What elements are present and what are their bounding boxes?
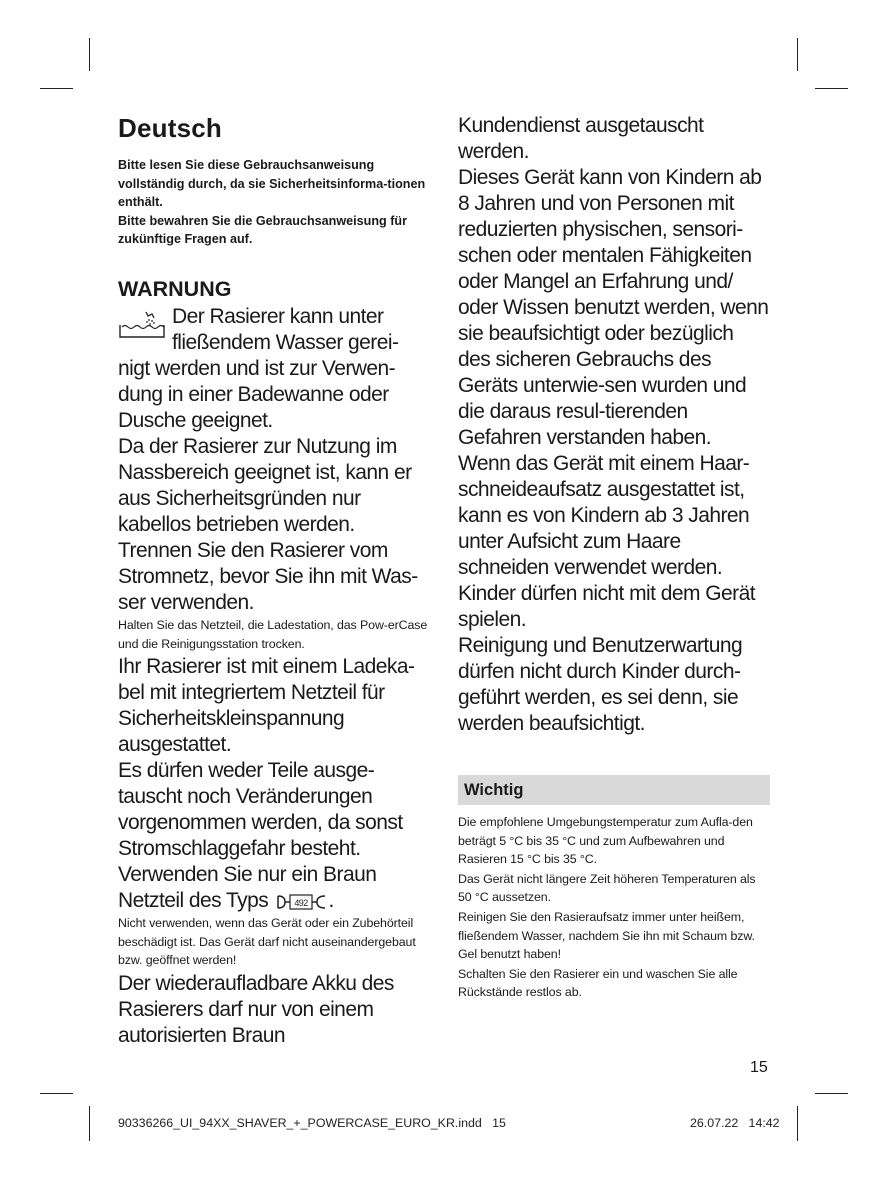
important-heading: Wichtig	[458, 775, 770, 805]
body-text: Trennen Sie den Rasierer vom Stromnetz, bevor Sie ihn mit Was-ser verwenden.	[118, 538, 418, 614]
warning-heading: WARNUNG	[118, 276, 232, 301]
intro-text: Bitte bewahren Sie die Gebrauchsanweisung für zukünftige Fragen auf.	[118, 213, 408, 247]
important-note: Das Gerät nicht längere Zeit höheren Temperaturen als 50 °C aussetzen.	[458, 871, 756, 905]
crop-mark	[40, 1093, 73, 1094]
important-note: Schalten Sie den Rasierer ein und waschen Sie alle Rückstände restlos ab.	[458, 966, 738, 1000]
right-column	[458, 113, 770, 1003]
crop-mark	[815, 88, 848, 89]
body-text: Da der Rasierer zur Nutzung im Nassbereich geeignet ist, kann er aus Sicherheitsgründen nur kabellos betrieben werden.	[118, 434, 412, 536]
body-text: Der wiederaufladbare Akku des Rasierers darf nur von einem autorisierten Braun	[118, 971, 394, 1047]
crop-mark	[89, 38, 90, 71]
running-water-icon	[118, 310, 166, 340]
crop-mark	[797, 1106, 798, 1141]
body-text-part: .	[328, 889, 334, 913]
body-text	[118, 862, 428, 914]
intro-text: Bitte lesen Sie diese Gebrauchsanweisung vollständig durch, da sie Sicherheitsinforma-tionen enthält.	[118, 158, 426, 210]
crop-mark	[797, 38, 798, 71]
crop-mark	[40, 88, 73, 89]
important-note: Reinigen Sie den Rasieraufsatz immer unter heißem, fließendem Wasser, nachdem Sie ihn mit Schaum bzw. Gel benutzt haben!	[458, 909, 755, 962]
left-column	[118, 113, 428, 1049]
body-text: Es dürfen weder Teile ausge-tauscht noch Veränderungen vorgenommen werden, da sonst Stromschlaggefahr besteht.	[118, 759, 403, 861]
body-text: Reinigung und Benutzerwartung dürfen nicht durch Kinder durch-geführt werden, es sei denn, sie werden beaufsichtigt.	[458, 634, 743, 735]
crop-mark	[89, 1106, 90, 1141]
page-number: 15	[750, 1059, 768, 1076]
body-text: Wenn das Gerät mit einem Haar-schneideaufsatz ausgestattet ist, kann es von Kindern ab 3 Jahren unter Aufsicht zum Haare schneiden verwendet werden.	[458, 452, 750, 579]
small-note: Halten Sie das Netzteil, die Ladestation, das Pow-erCase und die Reinigungsstation trocken.	[118, 617, 428, 651]
power-supply-type-symbol	[276, 892, 328, 912]
footer-filename: 90336266_UI_94XX_SHAVER_+_POWERCASE_EURO_KR.indd 15	[118, 1116, 506, 1130]
important-note: Die empfohlene Umgebungstemperatur zum Aufla-den beträgt 5 °C bis 35 °C und zum Aufbewahren und Rasieren 15 °C bis 35 °C.	[458, 815, 753, 867]
body-text-part: Verwenden Sie nur ein Braun Netzteil des Typs	[118, 863, 377, 913]
body-text: Ihr Rasierer ist mit einem Ladeka-bel mit integriertem Netzteil für Sicherheitskleinspannung ausgestattet.	[118, 655, 415, 757]
language-heading: Deutsch	[118, 113, 222, 143]
body-text: Kundendienst ausgetauscht werden.	[458, 114, 704, 163]
body-text: Kinder dürfen nicht mit dem Gerät spielen.	[458, 582, 755, 631]
footer-datetime: 26.07.22 14:42	[690, 1116, 780, 1130]
crop-mark	[815, 1093, 848, 1094]
body-text: Der Rasierer kann unter fließendem Wasser gerei-nigt werden und ist zur Verwen-dung in einer Badewanne oder Dusche geeignet.	[118, 304, 399, 432]
small-note: Nicht verwenden, wenn das Gerät oder ein Zubehörteil beschädigt ist. Das Gerät darf nicht auseinandergebaut bzw. geöffnet werden!	[118, 916, 416, 968]
power-supply-type-label: 492	[294, 897, 309, 908]
warning-paragraph	[118, 304, 428, 434]
body-text: Dieses Gerät kann von Kindern ab 8 Jahren und von Personen mit reduzierten physischen, sensori-schen oder mentalen Fähigkeiten oder Mangel an Erfahrung und/ oder Wissen benutzt werden, wenn sie beaufsichtigt oder bezüglich des sicheren Gebrauchs des Geräts unterwie-sen wurden und die daraus resul-tierenden Gefahren verstanden haben.	[458, 166, 769, 449]
